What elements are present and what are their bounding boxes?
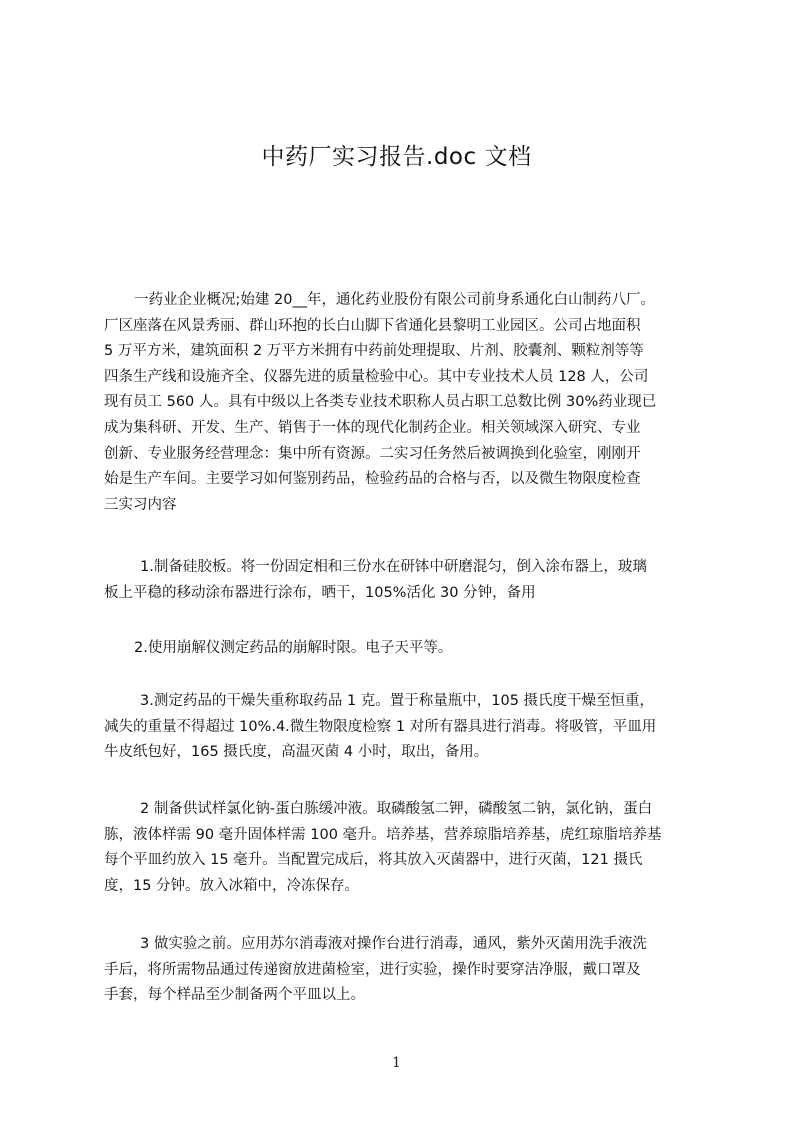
text-line: 牛皮纸包好，165 摄氏度，高温灭菌 4 小时，取出，备用。 (104, 744, 489, 761)
page-title: 中药厂实习报告.doc 文档 (261, 144, 532, 170)
text-line: 2.使用崩解仪测定药品的崩解时限。电子天平等。 (134, 640, 453, 656)
text-line: 减失的重量不得超过 10%.4.微生物限度检察 1 对所有器具进行消毒。将吸管，平皿用 (104, 718, 657, 735)
text-line: 现有员工 560 人。具有中级以上各类专业技术职称人员占职工总数比例 30%药业现已 (104, 394, 657, 411)
text-line: 创新、专业服务经营理念：集中所有资源。二实习任务然后被调换到化验室，刚刚开 (104, 445, 641, 462)
text-line: 四条生产线和设施齐全、仪器先进的质量检验中心。其中专业技术人员 128 人，公司 (104, 368, 649, 385)
text-line: 5 万平方米，建筑面积 2 万平方米拥有中药前处理提取、片剂、胶囊剂、颗粒剂等等 (104, 343, 644, 360)
page-number: 1 (392, 1055, 401, 1071)
paragraph-experiment-prep (104, 932, 704, 1009)
text-line: 始是生产车间。主要学习如何鉴别药品，检验药品的合格与否，以及微生物限度检查 (104, 471, 641, 488)
text-line: 一药业企业概况;始建 20__年，通化药业股份有限公司前身系通化白山制药八厂。 (134, 292, 655, 308)
text-line: 厂区座落在风景秀丽、群山环抱的长白山脚下省通化县黎明工业园区。公司占地面积 (104, 317, 641, 334)
text-line: 成为集科研、开发、生产、销售于一体的现代化制药企业。相关领域深入研究、专业 (104, 419, 641, 436)
text-line: 3 做实验之前。应用苏尔消毒液对操作台进行消毒，通风，紫外灭菌用洗手液洗 (140, 936, 647, 952)
paragraph-buffer-preparation (104, 797, 704, 899)
text-line: 胨，液体样需 90 毫升固体样需 100 毫升。培养基，营养琼脂培养基，虎红琼脂培养基 (104, 826, 662, 843)
text-line: 2 制备供试样氯化钠-蛋白胨缓冲液。取磷酸氢二钾，磷酸氢二钠，氯化钠，蛋白 (140, 801, 653, 817)
text-line: 板上平稳的移动涂布器进行涂布，晒干，105%活化 30 分钟，备用 (104, 584, 536, 601)
text-line: 手后，将所需物品通过传递窗放进菌检室，进行实验，操作时要穿洁净服，戴口罩及 (104, 961, 641, 978)
text-line: 三实习内容 (104, 496, 177, 513)
text-line: 1.制备硅胶板。将一份固定相和三份水在研钵中研磨混匀，倒入涂布器上，玻璃 (140, 559, 647, 575)
text-line: 每个平皿约放入 15 毫升。当配置完成后，将其放入灭菌器中，进行灭菌，121 摄氏 (104, 852, 643, 869)
text-line: 手套，每个样品至少制备两个平皿以上。 (104, 987, 365, 1004)
paragraph-company-overview (104, 288, 704, 518)
paragraph-silica-plate (104, 555, 704, 606)
text-line: 3.测定药品的干燥失重称取药品 1 克。置于称量瓶中，105 摄氏度干燥至恒重， (140, 693, 655, 709)
paragraph-disintegration-test (104, 636, 704, 662)
text-line: 度，15 分钟。放入冰箱中，冷冻保存。 (104, 877, 360, 894)
paragraph-drying-loss (104, 689, 704, 766)
